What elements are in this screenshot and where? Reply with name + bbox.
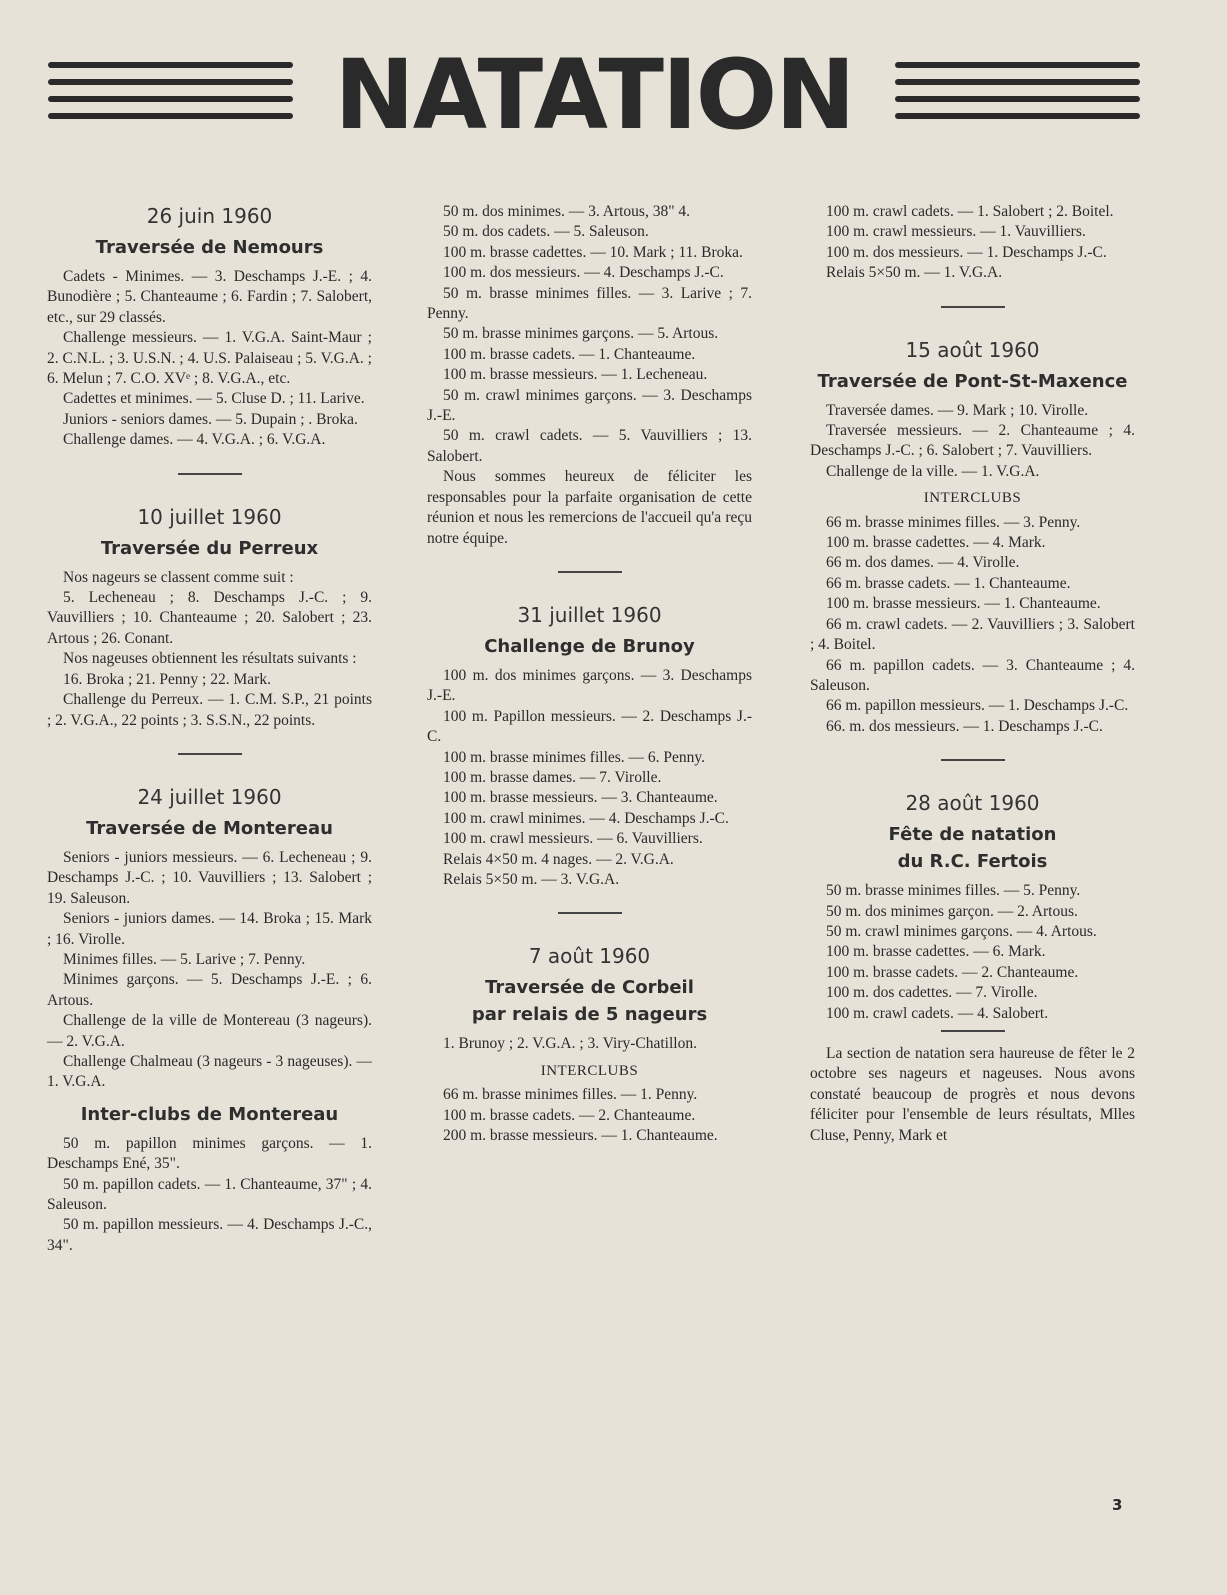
result-line: 50 m. papillon messieurs. — 4. Deschamps J.-C., 34". — [47, 1216, 372, 1254]
column-2 — [427, 202, 752, 1146]
result-line: 66 m. papillon messieurs. — 1. Deschamps J.-C. — [826, 697, 1129, 715]
interclubs-heading: INTERCLUBS — [923, 490, 1022, 507]
result-line: 50 m. papillon minimes garçons. — 1. Deschamps Ené, 35". — [47, 1134, 372, 1173]
column-1 — [47, 202, 372, 1256]
section-title — [810, 821, 1135, 848]
section-title-line-2: par relais de 5 nageurs — [471, 1004, 708, 1026]
result-line: 50 m. brasse minimes filles. — 3. Larive ; 7. Penny. — [427, 284, 752, 323]
result-line: 100 m. brasse cadets. — 2. Chanteaume. — [826, 963, 1079, 981]
section-title: Traversée de Pont-St-Maxence — [817, 370, 1128, 392]
section-title: Inter-clubs de Montereau — [80, 1103, 339, 1125]
result-line: Traversée dames. — 9. Mark ; 10. Virolle. — [826, 401, 1089, 419]
result-line: 100 m. dos messieurs. — 1. Deschamps J.-C. — [826, 243, 1107, 261]
result-line: Seniors - juniors messieurs. — 6. Lecheneau ; 9. Deschamps J.-C. ; 10. Vauvilliers ; 13. Salobert ; 19. Saleuson. — [47, 848, 372, 907]
masthead — [48, 39, 1140, 151]
section-date: 26 juin 1960 — [146, 204, 273, 228]
section-date: 15 août 1960 — [905, 337, 1040, 362]
section-brunoy — [427, 601, 752, 890]
section-interclubs-montereau — [47, 1101, 372, 1256]
result-line: 50 m. crawl cadets. — 5. Vauvilliers ; 13. Salobert. — [427, 427, 752, 465]
result-line: 100 m. crawl messieurs. — 1. Vauvilliers. — [826, 223, 1086, 241]
result-line: Challenge du Perreux. — 1. C.M. S.P., 21 points ; 2. V.G.A., 22 points ; 3. S.S.N., 22 points. — [47, 691, 372, 729]
section-subtitle — [427, 1001, 752, 1028]
result-line: 100 m. brasse dames. — 7. Virolle. — [443, 768, 662, 786]
result-line: 66 m. brasse minimes filles. — 1. Penny. — [443, 1086, 698, 1104]
section-divider — [941, 1030, 1005, 1032]
result-line: 66 m. crawl cadets. — 2. Vauvilliers ; 3. Salobert ; 4. Boitel. — [810, 615, 1135, 654]
result-line: 100 m. brasse cadettes. — 10. Mark ; 11. Broka. — [443, 243, 743, 261]
result-line: 100 m. crawl minimes. — 4. Deschamps J.-C. — [443, 809, 729, 827]
section-corbeil-continued — [810, 202, 1135, 284]
result-line: 100 m. brasse cadets. — 2. Chanteaume. — [443, 1106, 696, 1124]
result-line: 66 m. brasse minimes filles. — 3. Penny. — [826, 513, 1081, 531]
section-divider — [178, 473, 242, 475]
result-line: 50 m. papillon cadets. — 1. Chanteaume, 37" ; 4. Saleuson. — [47, 1175, 372, 1213]
interclubs-heading: INTERCLUBS — [540, 1062, 639, 1079]
section-date: 24 juillet 1960 — [137, 784, 282, 809]
page-number: 3 — [1112, 1496, 1123, 1514]
result-line: Cadettes et minimes. — 5. Cluse D. ; 11. Larive. — [63, 390, 365, 408]
masthead-title: NATATION — [334, 39, 854, 151]
section-perreux — [47, 503, 372, 731]
column-3 — [810, 202, 1135, 1146]
result-line: 100 m. dos cadettes. — 7. Virolle. — [826, 984, 1038, 1002]
result-line: Challenge dames. — 4. V.G.A. ; 6. V.G.A. — [63, 431, 326, 449]
result-line: Cadets - Minimes. — 3. Deschamps J.-E. ; 4. Bunodière ; 5. Chanteaume ; 6. Fardin ; 7. Salobert, etc., sur 29 classés. — [47, 268, 372, 326]
result-line: 100 m. dos messieurs. — 4. Deschamps J.-C. — [443, 264, 724, 282]
section-subtitle — [810, 848, 1135, 875]
result-line: Juniors - seniors dames. — 5. Dupain ; . Broka. — [63, 410, 358, 428]
section-corbeil — [427, 942, 752, 1146]
result-line: 50 m. brasse minimes filles. — 5. Penny. — [826, 882, 1081, 900]
section-date: 7 août 1960 — [528, 944, 651, 969]
result-line: 66 m. papillon cadets. — 3. Chanteaume ; 4. Saleuson. — [810, 656, 1135, 694]
section-title-line-1: Traversée de Corbeil — [485, 977, 694, 999]
section-montereau — [47, 783, 372, 1093]
result-line: 66. m. dos messieurs. — 1. Deschamps J.-C. — [826, 717, 1103, 735]
result-line: Challenge de la ville de Montereau (3 nageurs). — 2. V.G.A. — [47, 1012, 372, 1050]
result-line: 100 m. crawl messieurs. — 6. Vauvilliers. — [443, 830, 703, 848]
result-line: Traversée messieurs. — 2. Chanteaume ; 4. Deschamps J.-C. ; 6. Salobert ; 7. Vauvilliers. — [810, 422, 1135, 460]
closing-paragraph: La section de natation sera haureuse de fêter le 2 octobre ses nageurs et nageuses. Nous avons constaté beaucoup de progrès et nous devons féliciter pour l'ensemble de leurs résultats, Mlles Cluse, Penny, Mark et — [810, 1044, 1135, 1144]
section-montereau-continued — [427, 202, 752, 549]
result-line: 1. Brunoy ; 2. V.G.A. ; 3. Viry-Chatillon. — [443, 1035, 697, 1053]
result-line: Seniors - juniors dames. — 14. Broka ; 15. Mark ; 16. Virolle. — [47, 910, 372, 948]
result-line: 5. Lecheneau ; 8. Deschamps J.-C. ; 9. Vauvilliers ; 10. Chanteaume ; 20. Salobert ; 23. Artous ; 26. Conant. — [47, 589, 372, 647]
result-line: 66 m. brasse cadets. — 1. Chanteaume. — [826, 574, 1071, 592]
result-line: Nos nageurs se classent comme suit : — [63, 568, 294, 586]
section-pont-st-maxence — [810, 336, 1135, 738]
result-line: Challenge de la ville. — 1. V.G.A. — [826, 462, 1040, 480]
result-line: Nos nageuses obtiennent les résultats suivants : — [63, 650, 357, 668]
result-line: Relais 5×50 m. — 1. V.G.A. — [826, 264, 1003, 282]
section-title-line-1: Fête de natation — [888, 824, 1057, 846]
result-line: 100 m. brasse messieurs. — 1. Chanteaume. — [826, 595, 1101, 613]
result-line: 66 m. dos dames. — 4. Virolle. — [826, 554, 1020, 572]
masthead-wave-lines-left — [48, 62, 293, 128]
closing-paragraph: Nous sommes heureux de féliciter les responsables pour la parfaite organisation de cette réunion et nous les remercions de l'accueil qu'a reçu notre équipe. — [427, 468, 752, 547]
result-line: 100 m. brasse messieurs. — 1. Lecheneau. — [443, 366, 708, 384]
section-divider — [178, 753, 242, 755]
section-title-line-2: du R.C. Fertois — [897, 851, 1048, 873]
result-line: Minimes filles. — 5. Larive ; 7. Penny. — [63, 950, 306, 968]
section-title: Traversée de Nemours — [95, 237, 324, 258]
result-line: 50 m. dos minimes garçon. — 2. Artous. — [826, 902, 1078, 920]
result-line: 100 m. brasse cadettes. — 6. Mark. — [826, 943, 1046, 961]
section-divider — [941, 759, 1005, 761]
result-line: 100 m. brasse messieurs. — 3. Chanteaume. — [443, 789, 718, 807]
result-line: 50 m. crawl minimes garçons. — 4. Artous. — [826, 922, 1097, 940]
result-line: 50 m. dos cadets. — 5. Saleuson. — [443, 223, 649, 241]
section-nemours — [47, 202, 372, 451]
result-line: Relais 5×50 m. — 3. V.G.A. — [443, 870, 620, 888]
section-title: Traversée du Perreux — [100, 537, 319, 559]
section-date: 10 juillet 1960 — [137, 504, 282, 529]
section-divider — [941, 306, 1005, 308]
result-line: 100 m. brasse minimes filles. — 6. Penny. — [443, 748, 706, 766]
result-line: 200 m. brasse messieurs. — 1. Chanteaume. — [443, 1127, 718, 1144]
result-line: 50 m. dos minimes. — 3. Artous, 38" 4. — [443, 203, 691, 220]
section-date: 28 août 1960 — [905, 791, 1040, 816]
result-line: Challenge Chalmeau (3 nageurs - 3 nageuses). — 1. V.G.A. — [47, 1052, 372, 1091]
result-line: 100 m. Papillon messieurs. — 2. Deschamps J.-C. — [427, 707, 752, 746]
result-line: 50 m. crawl minimes garçons. — 3. Deschamps J.-E. — [427, 386, 752, 425]
masthead-wave-lines-right — [895, 62, 1140, 128]
section-divider — [558, 912, 622, 914]
result-line: 100 m. brasse cadets. — 1. Chanteaume. — [443, 345, 696, 363]
result-line: Minimes garçons. — 5. Deschamps J.-E. ; 6. Artous. — [47, 971, 372, 1009]
section-title — [427, 974, 752, 1001]
section-title: Challenge de Brunoy — [484, 635, 695, 657]
section-fertois — [810, 789, 1135, 1024]
result-line: Challenge messieurs. — 1. V.G.A. Saint-Maur ; 2. C.N.L. ; 3. U.S.N. ; 4. U.S. Palaiseau ; 5. V.G.A. ; 6. Melun ; 7. C.O. XVᵉ ; 8. V.G.A., etc. — [47, 329, 372, 388]
section-title: Traversée de Montereau — [86, 817, 333, 839]
result-line: 50 m. brasse minimes garçons. — 5. Artous. — [443, 325, 719, 343]
result-line: 100 m. dos minimes garçons. — 3. Deschamps J.-E. — [427, 666, 752, 705]
result-line: 100 m. crawl cadets. — 1. Salobert ; 2. Boitel. — [826, 203, 1114, 220]
section-divider — [558, 571, 622, 573]
result-line: 100 m. brasse cadettes. — 4. Mark. — [826, 534, 1046, 552]
result-line: Relais 4×50 m. 4 nages. — 2. V.G.A. — [443, 850, 674, 868]
result-line: 16. Broka ; 21. Penny ; 22. Mark. — [63, 670, 271, 688]
result-line: 100 m. crawl cadets. — 4. Salobert. — [826, 1004, 1049, 1022]
section-date: 31 juillet 1960 — [517, 602, 662, 627]
